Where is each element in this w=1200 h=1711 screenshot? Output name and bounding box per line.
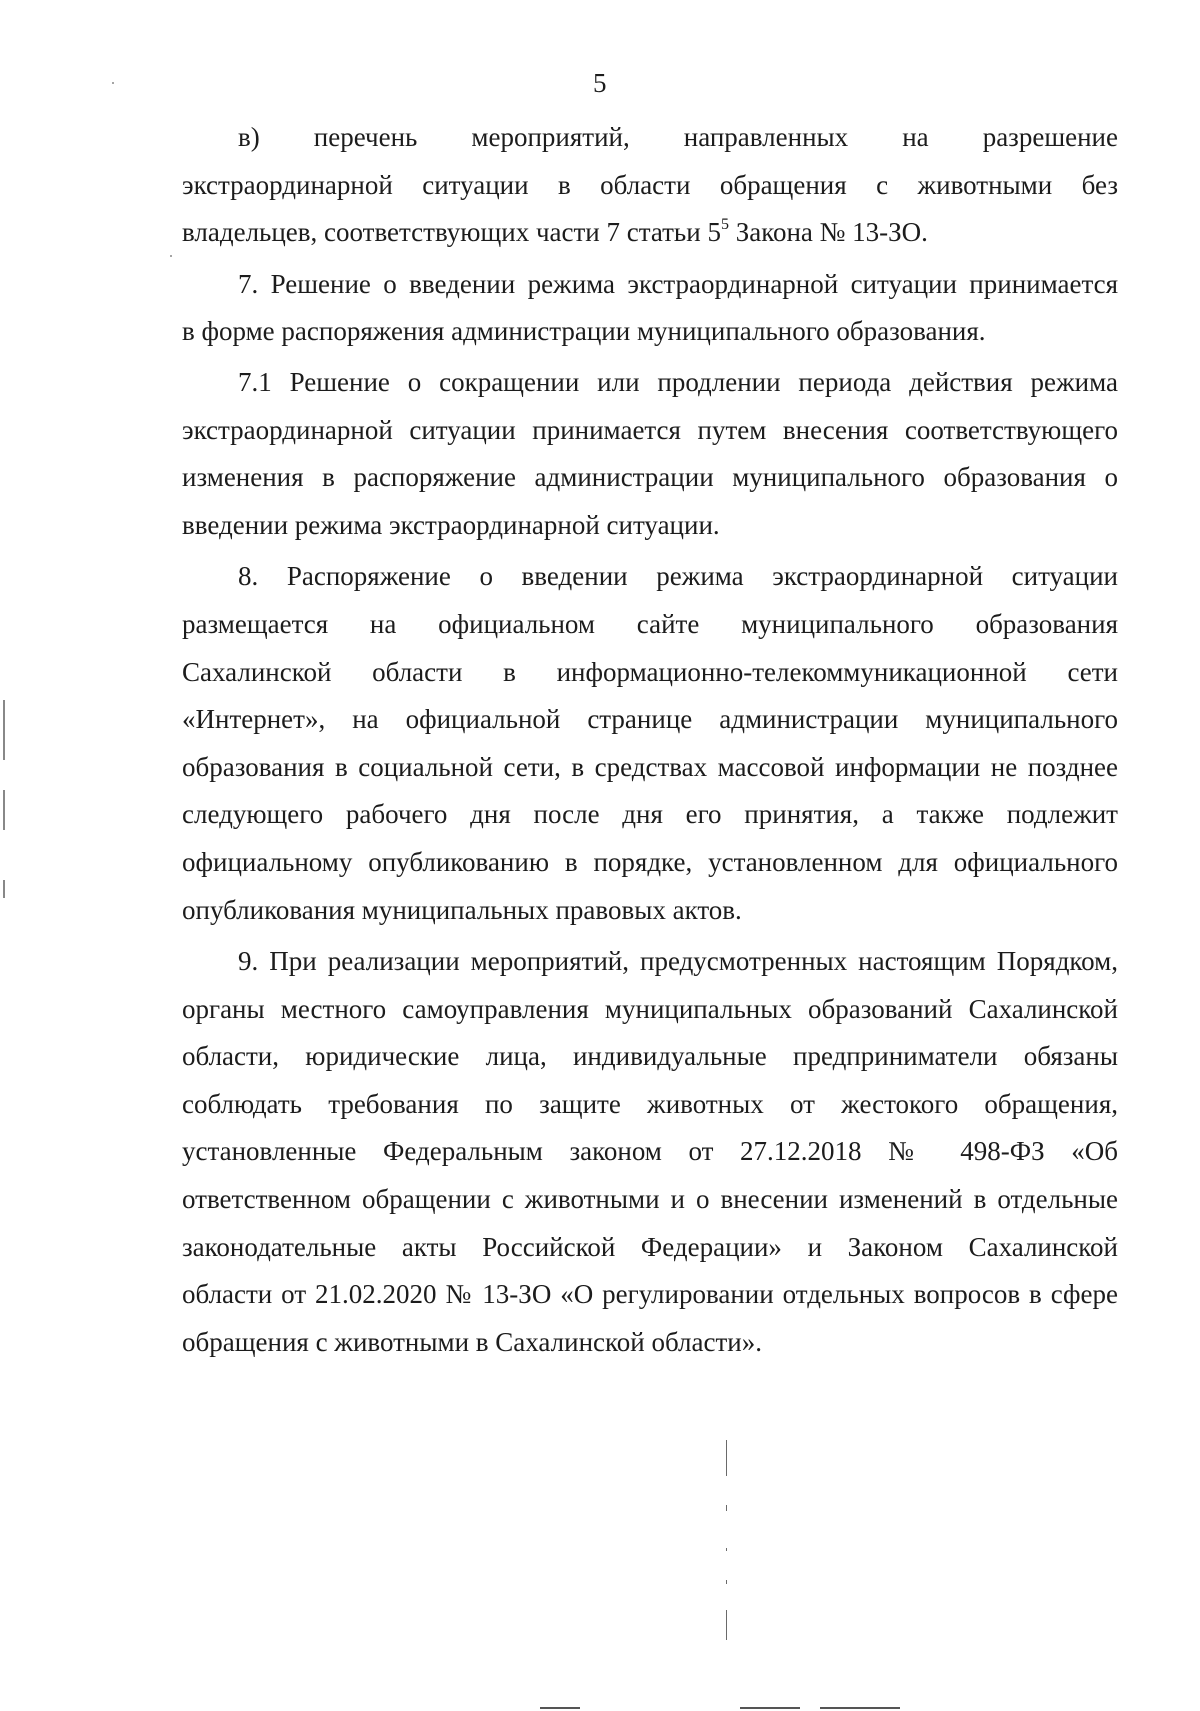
text-line: ответственном обращении с животными и о внесении изменений в отдельные [182,1184,1118,1215]
text-line: установленные Федеральным законом от 27.12.2018 № 498-ФЗ «Об [182,1136,1118,1167]
text-line: в) перечень мероприятий, направленных на разрешение [238,122,1118,152]
document-body [182,114,1118,1366]
text-line: «Интернет», на официальной странице администрации муниципального [182,704,1118,735]
text-line: официальному опубликованию в порядке, установленном для официального [182,846,1118,877]
scan-fold-mark [726,1548,727,1551]
scan-edge-mark [3,790,5,830]
scan-fold-mark [726,1440,727,1476]
superscript: 5 [720,216,729,234]
text-line: области от 21.02.2020 № 13-ЗО «О регулировании отдельных вопросов в сфере [182,1279,1118,1310]
text-line: 8. Распоряжение о введении режима экстраординарной ситуации [238,561,1118,592]
text-fragment: владельцев, соответствующих части 7 статьи 5 [182,217,721,248]
text-line: законодательные акты Российской Федерации» и Законом Сахалинской [182,1231,1118,1262]
text-line: соблюдать требования по защите животных от жестокого обращения, [182,1088,1118,1119]
text-fragment: Закона № 13-ЗО. [728,217,928,248]
text-line: органы местного самоуправления муниципальных образований Сахалинской [182,993,1118,1024]
text-line: 7. Решение о введении режима экстраординарной ситуации принимается [238,268,1118,299]
page-number: 5 [593,68,607,98]
text-line: экстраординарной ситуации в области обращения с животными без [182,169,1118,200]
text-line: изменения в распоряжение администрации муниципального образования о [182,462,1118,493]
scan-edge-mark [3,700,5,760]
scan-fold-mark [726,1580,727,1584]
text-line: размещается на официальном сайте муниципального образования [182,608,1118,639]
text-line: области, юридические лица, индивидуальные предприниматели обязаны [182,1041,1118,1072]
text-line: Сахалинской области в информационно-телекоммуникационной сети [182,656,1118,687]
text-line: обращения с животными в Сахалинской области». [182,1326,762,1357]
scan-speck [170,255,172,257]
scan-bottom-mark [740,1707,800,1709]
paragraph-7 [182,261,1118,356]
text-line: 9. При реализации мероприятий, предусмотренных настоящим Порядком, [238,946,1118,977]
text-line: опубликования муниципальных правовых актов. [182,894,742,925]
text-line [182,209,1118,257]
paragraph-8 [182,553,1118,934]
scan-bottom-mark [820,1707,900,1709]
scan-bottom-mark [540,1707,580,1709]
paragraph-item-v [182,114,1118,257]
text-line: 7.1 Решение о сокращении или продлении периода действия режима [238,366,1118,397]
scan-edge-mark [3,880,5,898]
text-line: образования в социальной сети, в средствах массовой информации не позднее [182,751,1118,782]
text-line: экстраординарной ситуации принимается путем внесения соответствующего [182,414,1118,445]
paragraph-7-1 [182,359,1118,549]
text-line: введении режима экстраординарной ситуации. [182,509,720,540]
paragraph-9 [182,938,1118,1366]
scan-fold-mark [726,1610,727,1640]
scan-fold-mark [726,1505,727,1511]
scan-speck [112,82,114,84]
text-line: в форме распоряжения администрации муниципального образования. [182,316,986,347]
text-line: следующего рабочего дня после дня его принятия, а также подлежит [182,799,1118,830]
